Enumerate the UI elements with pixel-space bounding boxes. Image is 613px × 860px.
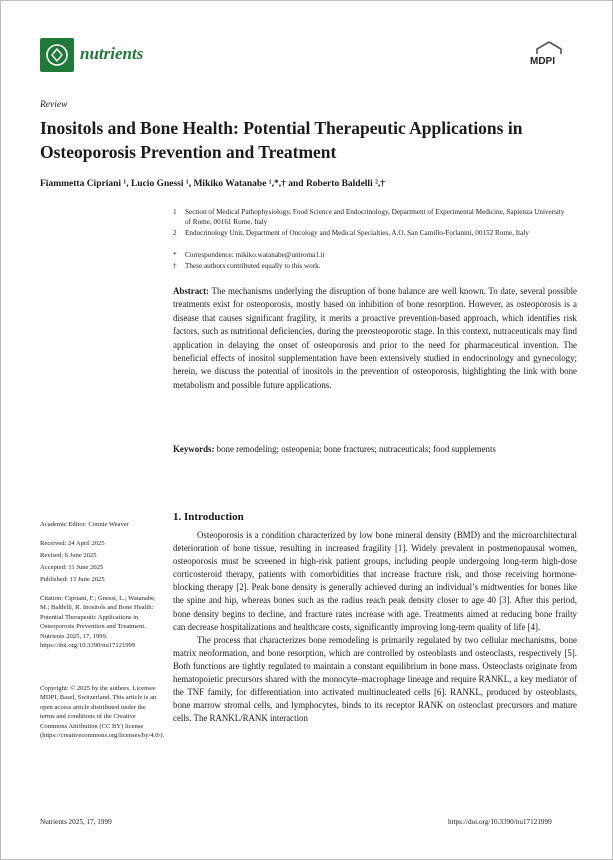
author-list: Fiammetta Cipriani ¹, Lucio Gnessi ¹, Mikiko Watanabe ¹,*,† and Roberto Baldelli ²,† [40,179,386,189]
footer-citation: Nutrients 2025, 17, 1999 [40,818,112,826]
article-type: Review [40,100,68,110]
accepted-date: Accepted: 11 June 2025 [40,564,104,571]
abstract [173,285,577,392]
journal-logo-icon [40,38,74,72]
correspondence: * Correspondence: mikiko.watanabe@uniroma1.it [173,251,325,259]
footer-doi-link[interactable]: https://doi.org/10.3390/nu17121999 [448,818,552,826]
received-date: Received: 24 April 2025 [40,540,105,547]
section-heading: 1. Introduction [173,511,244,523]
abstract-label: Abstract: [173,286,209,296]
equal-contribution-note: † These authors contributed equally to this work. [173,262,321,270]
copyright-notice: Copyright: © 2025 by the authors. Licensee MDPI, Basel, Switzerland. This article is an open access article distributed under the terms and conditions of the Creative Commons Attribution (CC BY) license (https://creativecommons.org/licenses/by/4.0/). [40,685,165,740]
citation: Citation: Cipriani, F.; Gnessi, L.; Watanabe, M.; Baldelli, R. Inositols and Bone Health: Potential Therapeutic Applications in Osteoporosis Prevention and Treatment. Nutrients 2025, 17, 1999. https://doi.org/10.3390/nu17121999 [40,595,156,650]
journal-name: nutrients [80,44,144,63]
published-date: Published: 13 June 2025 [40,576,105,583]
affiliation-2: 2 Endocrinology Unit, Department of Oncology and Medical Specialties, A.O. San Camillo-Forlanini, 00152 Rome, Italy [173,229,529,237]
academic-editor: Academic Editor: Connie Weaver [40,521,129,528]
introduction-body [173,529,577,725]
keywords [173,443,577,456]
paragraph-1: Osteoporosis is a condition characterized by low bone mineral density (BMD) and the microarchitectural deterioration of bone tissue, resulting in increased fragility [1]. Widely prevalent in postmenopausal women, osteoporosis must be screened in high-risk patient groups, including people undergoing long-term high-dose corticosteroid therapy, patients with comorbidities that increase fracture risk, and those receiving hormone-blocking therapy [2]. Peak bone density is generally achieved during an individual’s midtwenties for bones like the spine and hip, whereas bones such as the radius reach peak density closer to age 40 [3]. After this period, bone density begins to decline, and fracture rates increase with age. Treatments aimed at reducing bone frailty can decrease hospitalizations and healthcare costs, significantly improving long-term quality of life [4]. [173,530,577,632]
paragraph-2: The process that characterizes bone remodeling is primarily regulated by two cellular mechanisms, bone matrix neoformation, and bone resorption, which are controlled by osteoblasts and osteoclasts, respectively [5]. Both functions are tightly regulated to maintain a constant equilibrium in bone mass. Osteoclasts originate from hematopoietic precursors shared with the monocyte–macrophage lineage and require RANKL, a key mediator of the TNF family, for differentiation into activated multinucleated cells [6]. RANKL, produced by osteoblasts, bone marrow stromal cells, and lymphocytes, binds to its receptor RANK on osteoclast precursors and mature cells. The RANKL/RANK interaction [173,634,577,724]
keywords-text: bone remodeling; osteopenia; bone fractures; nutraceuticals; food supplements [216,444,496,454]
affiliation-1: 1 Section of Medical Pathophysiology, Food Science and Endocrinology, Department of Experimental Medicine, Sapienza University of Rome, 00161 Rome, Italy [173,208,565,226]
revised-date: Revised: 6 June 2025 [40,552,97,559]
abstract-text: The mechanisms underlying the disruption of bone balance are well known. To date, several possible treatments exist for osteoporosis, mostly based on inhibition of bone resorption. However, as osteoporosis is a disease that causes significant fragility, it merits a proactive prevention-based approach, which identifies risk factors, such as nutritional deficiencies, during the preosteoporotic stage. In this context, nutraceuticals may find application in delaying the onset of osteoporosis and prior to the need for pharmaceutical invention. The beneficial effects of inositol supplementation have been extensively studied in endocrinology and gynecology; herein, we discuss the potential of inositols in the prevention of osteoporosis, highlighting the link with bone metabolism and possible future applications. [173,286,577,390]
publisher-name: MDPI [530,56,555,67]
keywords-label: Keywords: [173,444,215,454]
article-title: Inositols and Bone Health: Potential Therapeutic Applications in Osteoporosis Prevention and Treatment [40,118,523,162]
